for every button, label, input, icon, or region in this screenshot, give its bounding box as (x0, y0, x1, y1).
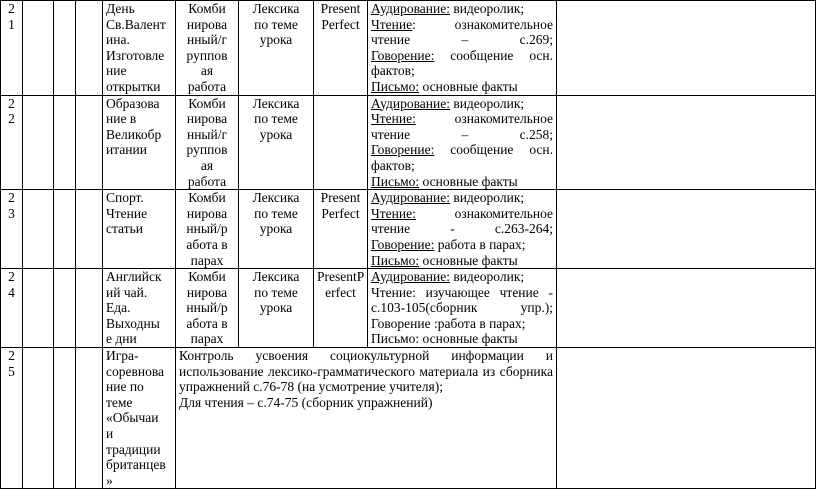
lesson-number: 2 1 (1, 1, 23, 96)
lesson-activities: Аудирование: видеоролик; Чтение: ознакомительное чтение – с.269; Говорение: сообщение осн. фактов; Письмо: основные факты (368, 1, 557, 96)
lesson-number: 2 4 (1, 269, 23, 348)
lesson-activities: Аудирование: видеоролик; Чтение: ознакомительное чтение – с.258; Говорение: сообщение осн. фактов; Письмо: основные факты (368, 95, 557, 190)
control-description: Контроль усвоения социокультурной информации и использование лексико-грамматического материала из сборника упражнений с.76-78 (на усмотрение учителя); Для чтения – с.74-75 (сборник упражнений) (176, 348, 557, 489)
lesson-number: 2 2 (1, 95, 23, 190)
table-row (1, 1, 816, 96)
lesson-lexis: Лексика по теме урока (239, 1, 314, 96)
table-row (1, 190, 816, 269)
lesson-form: Комби нирова нный/р абота в парах (176, 190, 239, 269)
lesson-topic: Спорт. Чтение статьи (103, 190, 176, 269)
table-row (1, 348, 816, 489)
lesson-form: Комби нирова нный/г руппов ая работа (176, 1, 239, 96)
lesson-number: 2 3 (1, 190, 23, 269)
table-row (1, 269, 816, 348)
lesson-lexis: Лексика по теме урока (239, 95, 314, 190)
lesson-lexis: Лексика по теме урока (239, 190, 314, 269)
lesson-topic: День Св.Валент ина. Изготовле ние открытки (103, 1, 176, 96)
lesson-form: Комби нирова нный/р абота в парах (176, 269, 239, 348)
lesson-lexis: Лексика по теме урока (239, 269, 314, 348)
lesson-topic: Английск ий чай. Еда. Выходны е дни (103, 269, 176, 348)
lesson-number: 2 5 (1, 348, 23, 489)
lesson-form: Комби нирова нный/г руппов ая работа (176, 95, 239, 190)
lesson-grammar: Present Perfect (314, 1, 368, 96)
lesson-activities: Аудирование: видеоролик; Чтение: изучающее чтение - с.103-105(сборник упр.); Говорение :работа в парах; Письмо: основные факты (368, 269, 557, 348)
lesson-grammar: Present Perfect (314, 190, 368, 269)
lesson-grammar (314, 95, 368, 190)
lesson-grammar: PresentP erfect (314, 269, 368, 348)
lesson-activities: Аудирование: видеоролик; Чтение: ознакомительное чтение - с.263-264; Говорение: работа в парах; Письмо: основные факты (368, 190, 557, 269)
lesson-topic: Игра- соревнова ние по теме «Обычаи и традиции британцев » (103, 348, 176, 489)
table-row (1, 95, 816, 190)
lesson-topic: Образова ние в Великобр итании (103, 95, 176, 190)
